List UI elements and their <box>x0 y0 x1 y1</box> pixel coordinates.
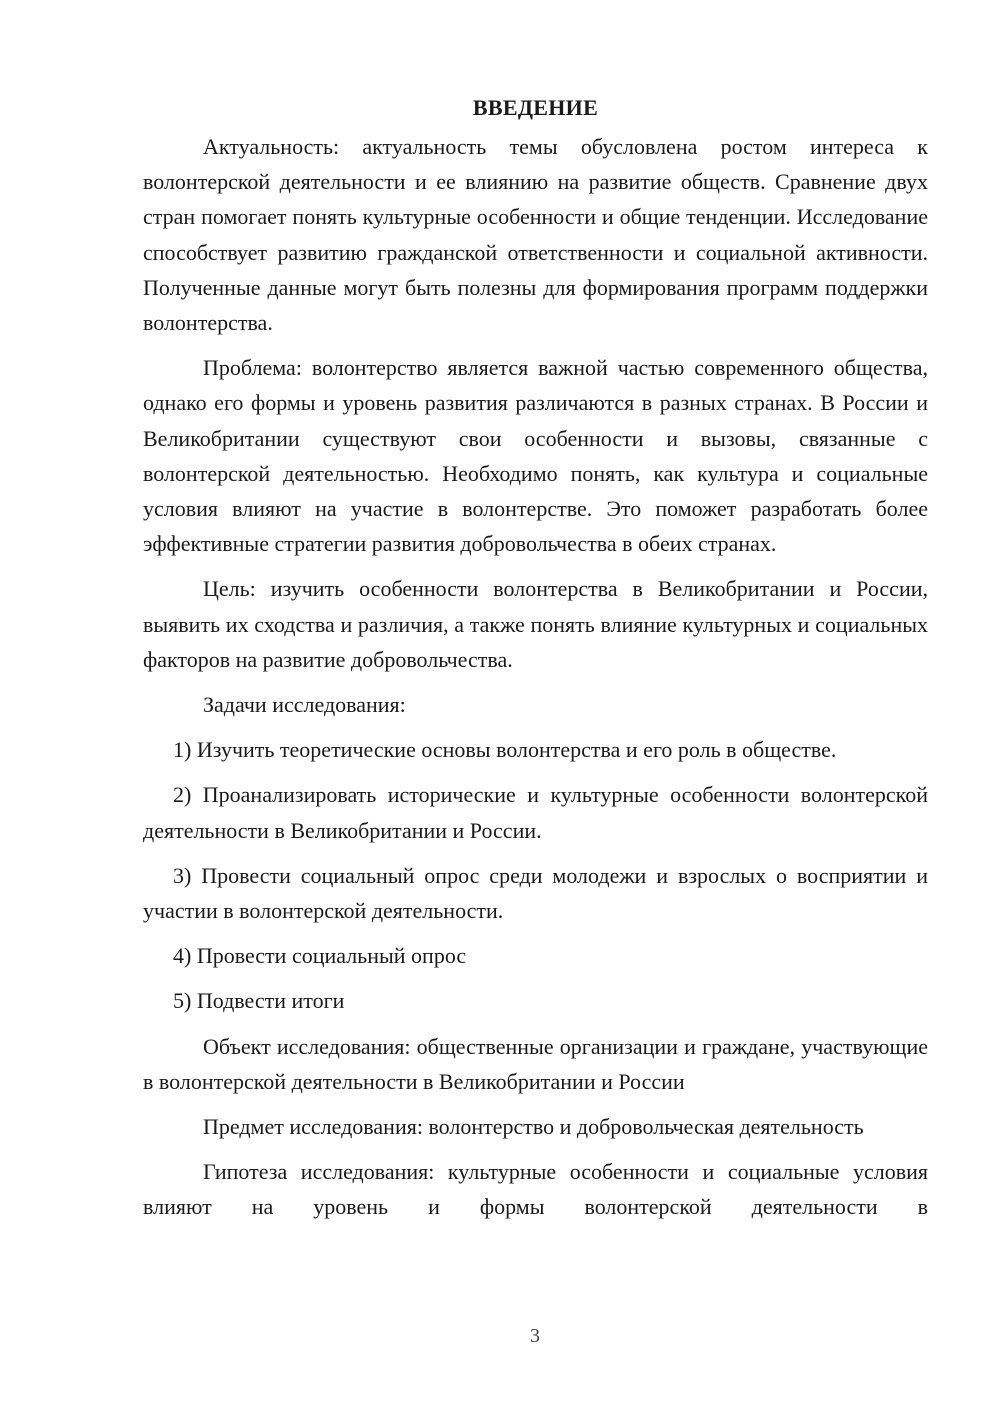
paragraph-subject: Предмет исследования: волонтерство и добровольческая деятельность <box>203 1114 864 1140</box>
document-title: ВВЕДЕНИЕ <box>472 95 599 120</box>
document-page <box>143 90 928 1235</box>
task-item-4: 4) Провести социальный опрос <box>173 943 467 969</box>
paragraph-object: Объект исследования: общественные организации и граждане, участвующие в волонтерской деятельности в Великобритании и России <box>143 1033 928 1094</box>
paragraph-relevance: Актуальность: актуальность темы обусловлена ростом интереса к волонтерской деятельности и ее влиянию на развитие обществ. Сравнение двух стран помогает понять культурные особенности и общие тенденции. Исследование способствует развитию гражданской ответственности и социальной активности. Полученные данные могут быть полезны для формирования программ поддержки волонтерства. <box>143 134 928 336</box>
paragraph-tasks-heading: Задачи исследования: <box>203 692 406 718</box>
paragraph-hypothesis: Гипотеза исследования: культурные особенности и социальные условия влияют на уровень и формы волонтерской деятельности в <box>143 1159 928 1220</box>
page-number: 3 <box>530 1325 540 1347</box>
task-item-3: 3) Провести социальный опрос среди молодежи и взрослых о восприятии и участии в волонтерской деятельности. <box>143 862 928 924</box>
task-item-5: 5) Подвести итоги <box>173 988 345 1014</box>
paragraph-problem: Проблема: волонтерство является важной частью современного общества, однако его формы и уровень развития различаются в разных странах. В России и Великобритании существуют свои особенности и вызовы, связанные с волонтерской деятельностью. Необходимо понять, как культура и социальные условия влияют на участие в волонтерстве. Это поможет разработать более эффективные стратегии развития добровольчества в обеих странах. <box>143 355 928 557</box>
task-item-1: 1) Изучить теоретические основы волонтерства и его роль в обществе. <box>173 737 837 763</box>
paragraph-goal: Цель: изучить особенности волонтерства в Великобритании и России, выявить их сходства и различия, а также понять влияние культурных и социальных факторов на развитие добровольчества. <box>143 576 928 672</box>
task-item-2: 2) Проанализировать исторические и культурные особенности волонтерской деятельности в Великобритании и России. <box>143 782 928 843</box>
